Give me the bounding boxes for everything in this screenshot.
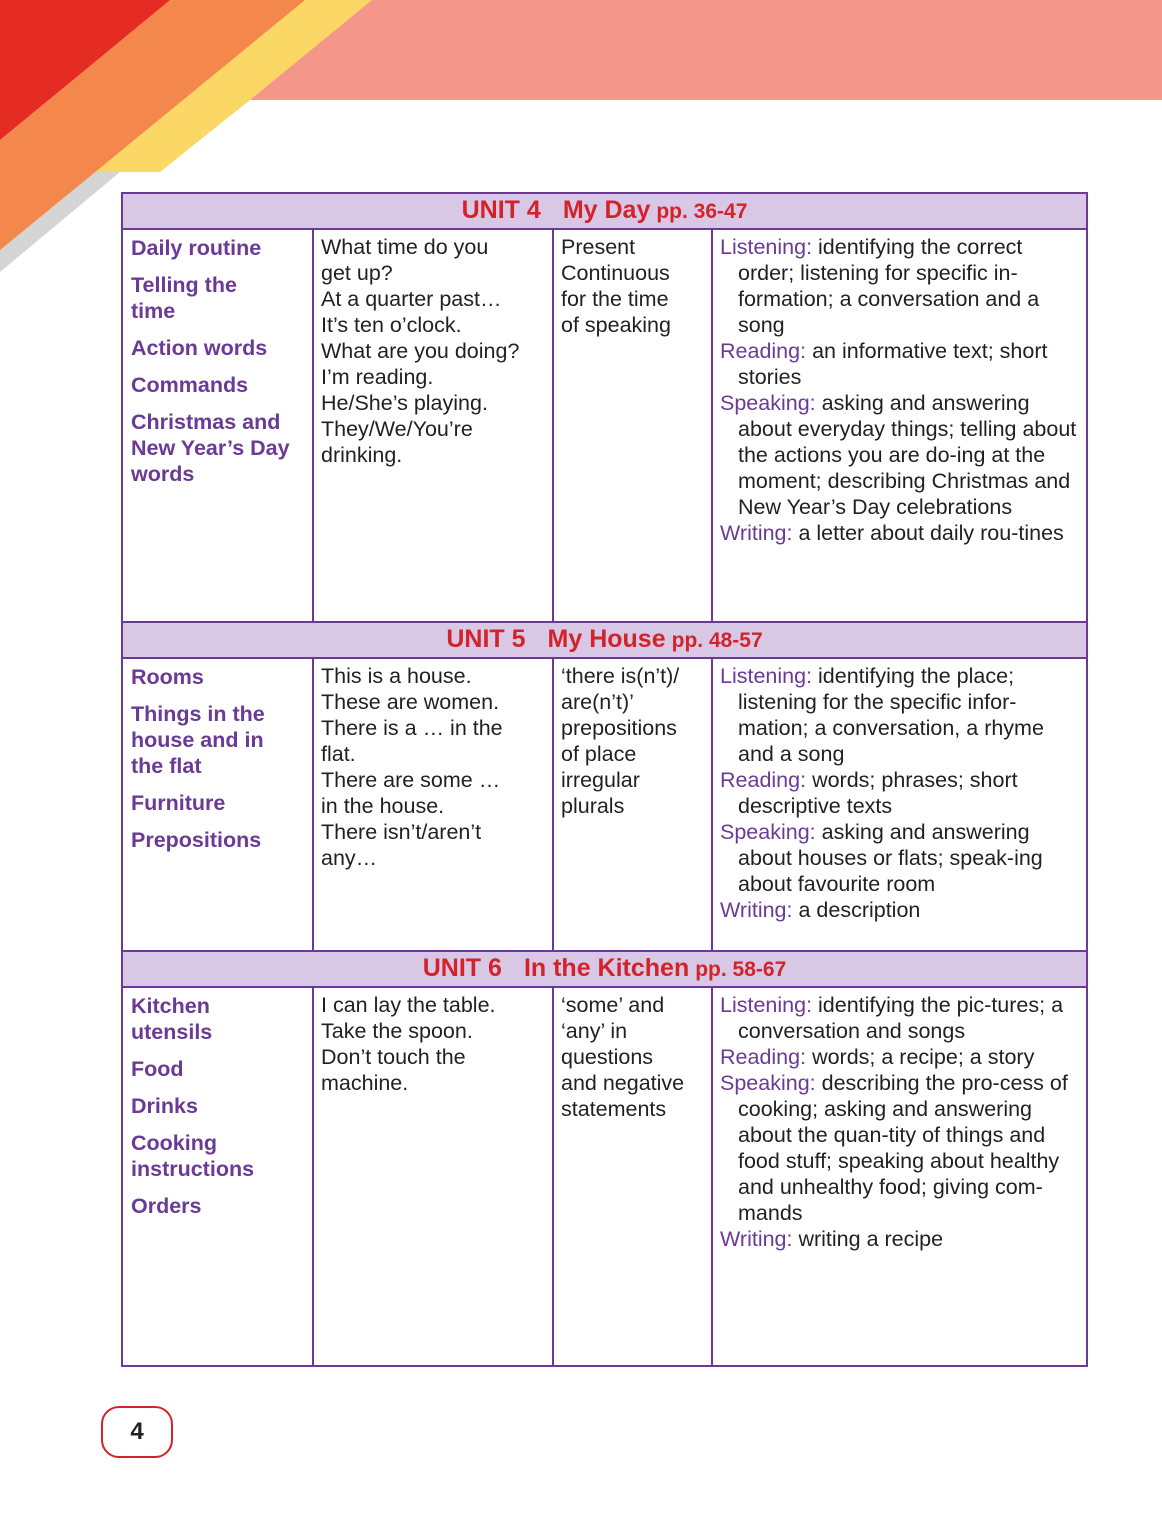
phrases-cell bbox=[313, 987, 553, 1366]
vocab-item: Orders bbox=[131, 1194, 202, 1218]
phrase-line: It’s ten o’clock. bbox=[321, 313, 462, 337]
grammar-cell bbox=[553, 229, 712, 622]
vocab-item: Action words bbox=[131, 336, 268, 360]
unit-4-row bbox=[122, 229, 1087, 622]
phrase-line: get up? bbox=[321, 261, 393, 285]
vocabulary-cell bbox=[122, 229, 313, 622]
skill-label: Reading: bbox=[720, 1045, 807, 1069]
grammar-line: are(n’t)’ bbox=[561, 690, 634, 714]
skill-entry bbox=[720, 1044, 1080, 1070]
skill-entry bbox=[720, 819, 1080, 897]
grammar-line: prepositions bbox=[561, 716, 677, 740]
skill-entry bbox=[720, 234, 1080, 338]
skill-label: Listening: bbox=[720, 235, 813, 259]
unit-number: UNIT 5 bbox=[446, 625, 526, 653]
skill-text: a letter about daily rou-tines bbox=[798, 521, 1064, 545]
unit-5-header bbox=[122, 622, 1087, 658]
skill-text: writing a recipe bbox=[798, 1227, 944, 1251]
phrase-line: drinking. bbox=[321, 443, 403, 467]
phrases-cell bbox=[313, 229, 553, 622]
unit-title: In the Kitchen bbox=[523, 954, 690, 982]
phrase-line: This is a house. bbox=[321, 664, 472, 688]
phrase-line: What time do you bbox=[321, 235, 489, 259]
unit-pages: pp. 36-47 bbox=[656, 200, 748, 223]
skill-entry bbox=[720, 992, 1080, 1044]
phrase-line: in the house. bbox=[321, 794, 445, 818]
unit-6-header bbox=[122, 951, 1087, 987]
skill-entry bbox=[720, 338, 1080, 390]
grammar-line: statements bbox=[561, 1097, 667, 1121]
skill-text: identifying the pic-tures; a conversation and songs bbox=[738, 993, 1064, 1043]
skills-cell bbox=[712, 229, 1087, 622]
skills-cell bbox=[712, 987, 1087, 1366]
vocab-item: Daily routine bbox=[131, 236, 262, 260]
phrase-line: At a quarter past… bbox=[321, 287, 502, 311]
skill-label: Listening: bbox=[720, 664, 813, 688]
skill-entry bbox=[720, 767, 1080, 819]
grammar-line: of speaking bbox=[561, 313, 671, 337]
vocabulary-cell bbox=[122, 658, 313, 951]
grammar-line: irregular bbox=[561, 768, 640, 792]
skill-label: Writing: bbox=[720, 1227, 793, 1251]
phrase-line: I’m reading. bbox=[321, 365, 434, 389]
unit-4-header bbox=[122, 193, 1087, 229]
phrase-line: flat. bbox=[321, 742, 356, 766]
vocab-item: Drinks bbox=[131, 1094, 198, 1118]
vocab-item: Things in the house and in the flat bbox=[131, 702, 265, 778]
skill-entry bbox=[720, 520, 1080, 546]
phrase-line: I can lay the table. bbox=[321, 993, 496, 1017]
unit-5-row bbox=[122, 658, 1087, 951]
skill-label: Speaking: bbox=[720, 820, 816, 844]
skill-entry bbox=[720, 1070, 1080, 1226]
skill-text: identifying the correct order; listening for specific in-formation; a conversation and a song bbox=[738, 235, 1040, 337]
phrase-line: What are you doing? bbox=[321, 339, 520, 363]
phrase-line: any… bbox=[321, 846, 378, 870]
skill-text: describing the pro-cess of cooking; asking and answering about the quan-tity of things and food stuff; speaking about healthy and unhealthy food; giving com-mands bbox=[738, 1071, 1068, 1225]
phrase-line: There is a … in the bbox=[321, 716, 503, 740]
phrases-cell bbox=[313, 658, 553, 951]
phrase-line: These are women. bbox=[321, 690, 500, 714]
vocab-item: Telling the time bbox=[131, 273, 237, 323]
vocab-item: Cooking instructions bbox=[131, 1131, 255, 1181]
unit-title: My House bbox=[547, 625, 666, 653]
vocab-item: Food bbox=[131, 1057, 184, 1081]
grammar-line: of place bbox=[561, 742, 637, 766]
skill-text: asking and answering about everyday things; telling about the actions you are do-ing at the moment; describing Christmas and New Year’s Day celebrations bbox=[738, 391, 1077, 519]
skill-label: Speaking: bbox=[720, 1071, 816, 1095]
vocab-item: Commands bbox=[131, 373, 249, 397]
skill-text: words; a recipe; a story bbox=[812, 1045, 1035, 1069]
vocab-item: Kitchen utensils bbox=[131, 994, 213, 1044]
vocab-item: Christmas and New Year’s Day words bbox=[131, 410, 290, 486]
grammar-line: questions bbox=[561, 1045, 654, 1069]
phrase-line: Take the spoon. bbox=[321, 1019, 473, 1043]
skill-label: Listening: bbox=[720, 993, 813, 1017]
grammar-line: plurals bbox=[561, 794, 625, 818]
skill-text: asking and answering about houses or flats; speak-ing about favourite room bbox=[738, 820, 1043, 896]
phrase-line: He/She’s playing. bbox=[321, 391, 488, 415]
vocab-item: Prepositions bbox=[131, 828, 262, 852]
skill-entry bbox=[720, 1226, 1080, 1252]
skill-text: identifying the place; listening for the specific infor-mation; a conversation, a rhyme and a song bbox=[738, 664, 1044, 766]
unit-pages: pp. 58-67 bbox=[695, 958, 787, 981]
skill-entry bbox=[720, 390, 1080, 520]
unit-number: UNIT 4 bbox=[461, 196, 541, 224]
grammar-line: Present bbox=[561, 235, 636, 259]
contents-table bbox=[121, 192, 1088, 1367]
phrase-line: They/We/You’re bbox=[321, 417, 473, 441]
page-number: 4 bbox=[101, 1406, 173, 1458]
vocab-item: Furniture bbox=[131, 791, 226, 815]
phrase-line: There isn’t/aren’t bbox=[321, 820, 482, 844]
grammar-line: Continuous bbox=[561, 261, 670, 285]
vocab-item: Rooms bbox=[131, 665, 204, 689]
unit-title: My Day bbox=[562, 196, 651, 224]
phrase-line: Don’t touch the bbox=[321, 1045, 466, 1069]
grammar-cell bbox=[553, 658, 712, 951]
grammar-line: ‘some’ and bbox=[561, 993, 665, 1017]
skill-text: a description bbox=[798, 898, 921, 922]
skill-entry bbox=[720, 897, 1080, 923]
grammar-line: for the time bbox=[561, 287, 669, 311]
skill-label: Speaking: bbox=[720, 391, 816, 415]
skills-cell bbox=[712, 658, 1087, 951]
skill-label: Writing: bbox=[720, 521, 793, 545]
vocabulary-cell bbox=[122, 987, 313, 1366]
phrase-line: machine. bbox=[321, 1071, 409, 1095]
phrase-line: There are some … bbox=[321, 768, 501, 792]
skill-entry bbox=[720, 663, 1080, 767]
skill-label: Reading: bbox=[720, 768, 807, 792]
grammar-line: ‘any’ in bbox=[561, 1019, 628, 1043]
grammar-cell bbox=[553, 987, 712, 1366]
unit-6-row bbox=[122, 987, 1087, 1366]
skill-label: Writing: bbox=[720, 898, 793, 922]
skill-label: Reading: bbox=[720, 339, 807, 363]
grammar-line: and negative bbox=[561, 1071, 685, 1095]
skill-text: words; phrases; short descriptive texts bbox=[738, 768, 1018, 818]
unit-pages: pp. 48-57 bbox=[671, 629, 763, 652]
skill-text: an informative text; short stories bbox=[738, 339, 1048, 389]
grammar-line: ‘there is(n’t)/ bbox=[561, 664, 680, 688]
unit-number: UNIT 6 bbox=[422, 954, 502, 982]
